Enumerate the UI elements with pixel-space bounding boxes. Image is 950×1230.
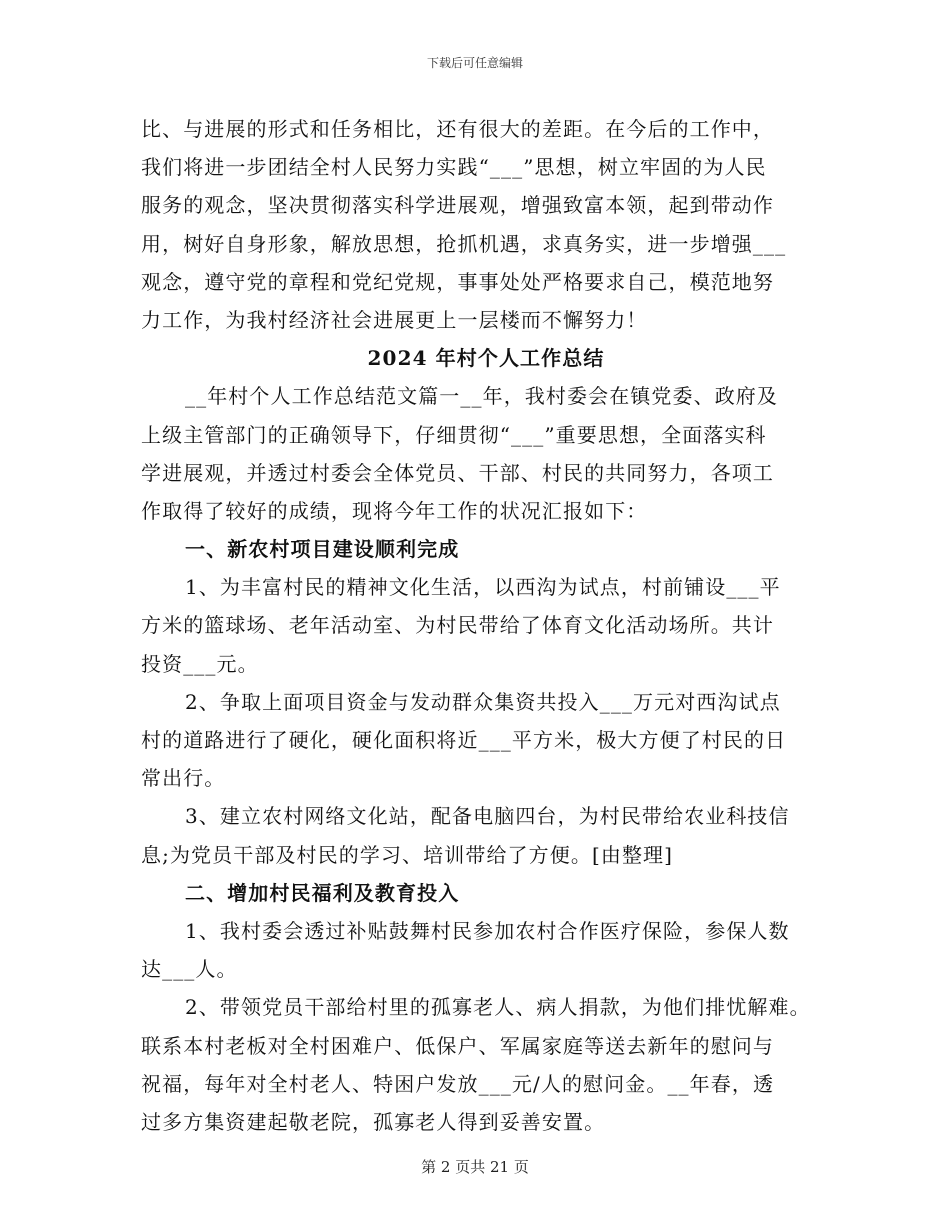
text-line: 2、带领党员干部给村里的孤寡老人、病人捐款，为他们排忧解难。 [185,995,811,1020]
text-line: 1、为丰富村民的精神文化生活，以西沟为试点，村前铺设___平 [185,575,781,600]
document-body [141,110,831,1141]
text-line: 常出行。 [141,766,226,791]
text-line: 达___人。 [141,957,238,982]
text-line: 我们将进一步团结全村人民努力实践“___”思想，树立牢固的为人民 [141,155,767,180]
section-heading-2: 二、增加村民福利及教育投入 [185,880,460,905]
text-line: 联系本村老板对全村困难户、低保户、军属家庭等送去新年的慰问与 [141,1033,774,1058]
text-line: 用，树好自身形象，解放思想，抢抓机遇，求真务实，进一步增强___ [141,231,787,256]
text-line: 学进展观，并透过村委会全体党员、干部、村民的共同努力，各项工 [141,460,774,485]
document-title: 2024 年村个人工作总结 [367,346,605,371]
text-line: 3、建立农村网络文化站，配备电脑四台，为村民带给农业科技信 [185,804,790,829]
text-line: 息;为党员干部及村民的学习、培训带给了方便。[由整理] [141,842,674,867]
text-line: 方米的篮球场、老年活动室、为村民带给了体育文化活动场所。共计 [141,613,774,638]
text-line: 比、与进展的形式和任务相比，还有很大的差距。在今后的工作中， [141,117,774,141]
text-line: 2、争取上面项目资金与发动群众集资共投入___万元对西沟试点 [185,689,781,714]
text-line: 作取得了较好的成绩，现将今年工作的状况汇报如下： [141,498,648,523]
text-line: 服务的观念，坚决贯彻落实科学进展观，增强致富本领，起到带动作 [141,193,774,218]
section-heading-1: 一、新农村项目建设顺利完成 [185,537,460,562]
text-line: 投资___元。 [141,651,259,676]
text-line: 上级主管部门的正确领导下，仔细贯彻“___”重要思想，全面落实科 [141,422,767,447]
text-line: 力工作，为我村经济社会进展更上一层楼而不懈努力！ [141,307,648,332]
page-header: 下载后可任意编辑 [426,56,523,70]
text-line: 祝福，每年对全村老人、特困户发放___元/人的慰问金。__年春，透 [141,1071,775,1096]
text-line: __年村个人工作总结范文篇一__年，我村委会在镇党委、政府及 [185,384,778,409]
text-line: 过多方集资建起敬老院，孤寡老人得到妥善安置。 [141,1109,606,1134]
text-line: 1、我村委会透过补贴鼓舞村民参加农村合作医疗保险，参保人数 [185,918,790,943]
text-line: 观念，遵守党的章程和党纪党规，事事处处严格要求自己，模范地努 [141,269,774,294]
text-line: 村的道路进行了硬化，硬化面积将近___平方米，极大方便了村民的日 [141,728,787,752]
page-footer: 第 2 页共 21 页 [421,1158,529,1176]
